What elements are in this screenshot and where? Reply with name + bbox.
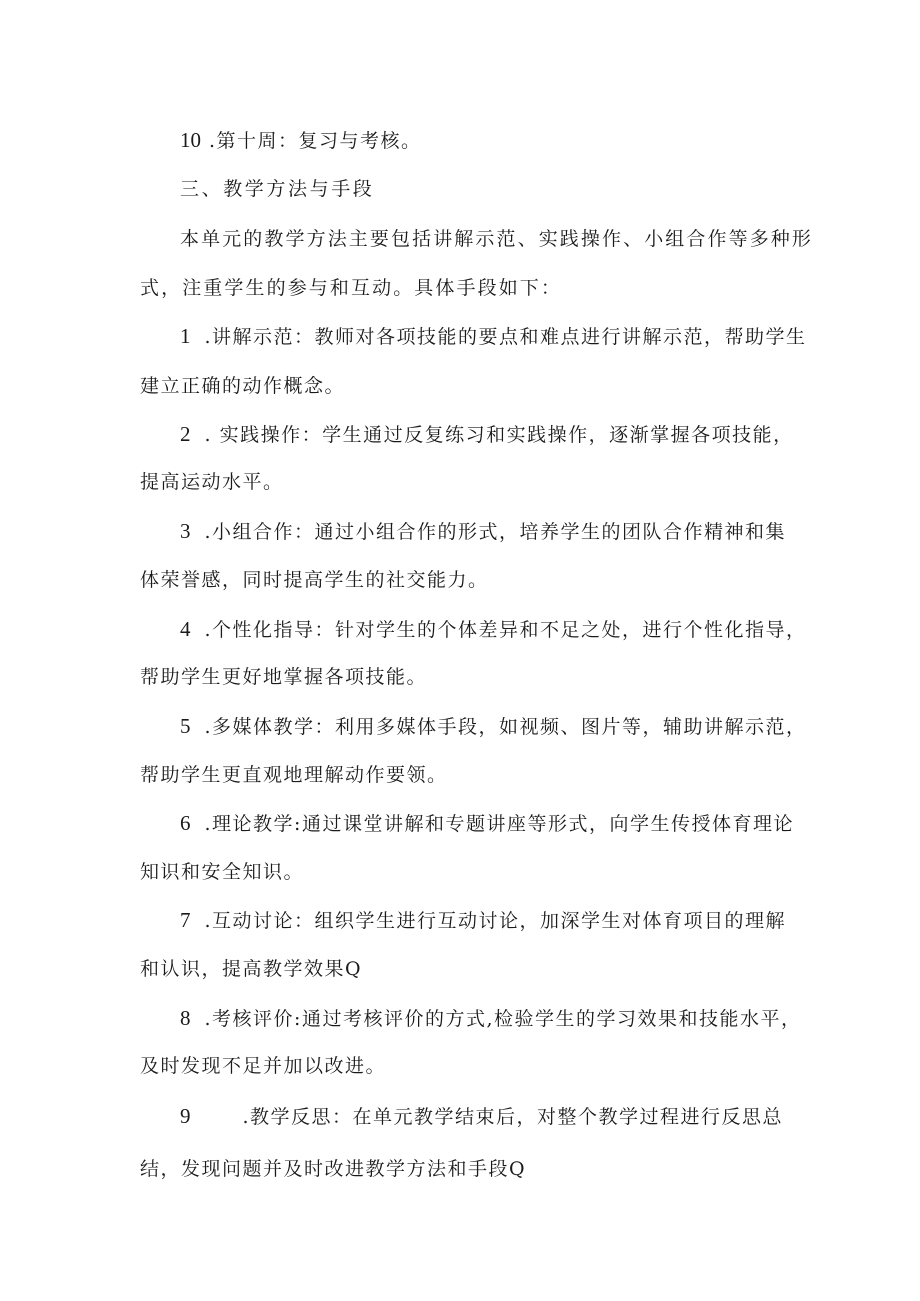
item-number: 5 bbox=[180, 714, 191, 738]
list-item-6-continuation: 知识和安全知识。 bbox=[140, 861, 305, 883]
item-line-1: . 实践操作：学生通过反复练习和实践操作，逐渐掌握各项技能， bbox=[204, 424, 794, 446]
item-number: 6 bbox=[180, 811, 191, 835]
item-line-1: .讲解示范：教师对各项技能的要点和难点进行讲解示范，帮助学生 bbox=[204, 326, 807, 348]
item-line-1: .理论教学:通过课堂讲解和专题讲座等形式，向学生传授体育理论 bbox=[204, 813, 794, 835]
list-item-8-continuation: 及时发现不足并加以改进。 bbox=[140, 1055, 387, 1077]
list-item-1-continuation: 建立正确的动作概念。 bbox=[140, 375, 346, 397]
item-number: 7 bbox=[180, 908, 191, 932]
item-line-1: .教学反思：在单元教学结束后，对整个教学过程进行反思总 bbox=[242, 1106, 784, 1128]
list-item-9 bbox=[180, 1104, 783, 1129]
list-item-1 bbox=[180, 324, 807, 349]
item-number: 3 bbox=[180, 519, 191, 543]
item-text: .第十周：复习与考核。 bbox=[209, 130, 422, 152]
list-item-6 bbox=[180, 811, 794, 836]
item-number: 1 bbox=[180, 324, 191, 348]
item-number: 9 bbox=[180, 1104, 191, 1128]
item-number: 8 bbox=[180, 1006, 191, 1030]
list-item-9-continuation: 结，发现问题并及时改进教学方法和手段Q bbox=[140, 1158, 527, 1180]
list-item-4 bbox=[180, 617, 807, 642]
item-line-1: .考核评价:通过考核评价的方式,检验学生的学习效果和技能水平， bbox=[204, 1008, 802, 1030]
list-item-5-continuation: 帮助学生更直观地理解动作要领。 bbox=[140, 764, 448, 786]
section-heading: 三、教学方法与手段 bbox=[180, 178, 375, 200]
list-item-4-continuation: 帮助学生更好地掌握各项技能。 bbox=[140, 666, 428, 688]
list-item-2-continuation: 提高运动水平。 bbox=[140, 471, 284, 493]
list-item-8 bbox=[180, 1006, 801, 1031]
list-item-3 bbox=[180, 519, 786, 544]
list-item-7-continuation: 和认识，提高教学效果Q bbox=[140, 958, 363, 980]
item-line-1: .互动讨论：组织学生进行互动讨论，加深学生对体育项目的理解 bbox=[204, 910, 787, 932]
item-line-1: .小组合作：通过小组合作的形式，培养学生的团队合作精神和集 bbox=[204, 521, 787, 543]
list-item-2 bbox=[180, 422, 794, 447]
item-number: 10 bbox=[180, 128, 201, 152]
item-number: 4 bbox=[180, 617, 191, 641]
item-line-1: .多媒体教学：利用多媒体手段，如视频、图片等，辅助讲解示范， bbox=[204, 716, 807, 738]
item-line-1: .个性化指导：针对学生的个体差异和不足之处，进行个性化指导， bbox=[204, 619, 807, 641]
intro-paragraph-line-2: 式，注重学生的参与和互动。具体手段如下： bbox=[140, 277, 563, 299]
list-item-7 bbox=[180, 908, 786, 933]
week-ten-item bbox=[180, 128, 422, 153]
item-number: 2 bbox=[180, 422, 191, 446]
list-item-3-continuation: 体荣誉感，同时提高学生的社交能力。 bbox=[140, 569, 489, 591]
list-item-5 bbox=[180, 714, 807, 739]
intro-paragraph-line-1: 本单元的教学方法主要包括讲解示范、实践操作、小组合作等多种形 bbox=[180, 228, 814, 250]
